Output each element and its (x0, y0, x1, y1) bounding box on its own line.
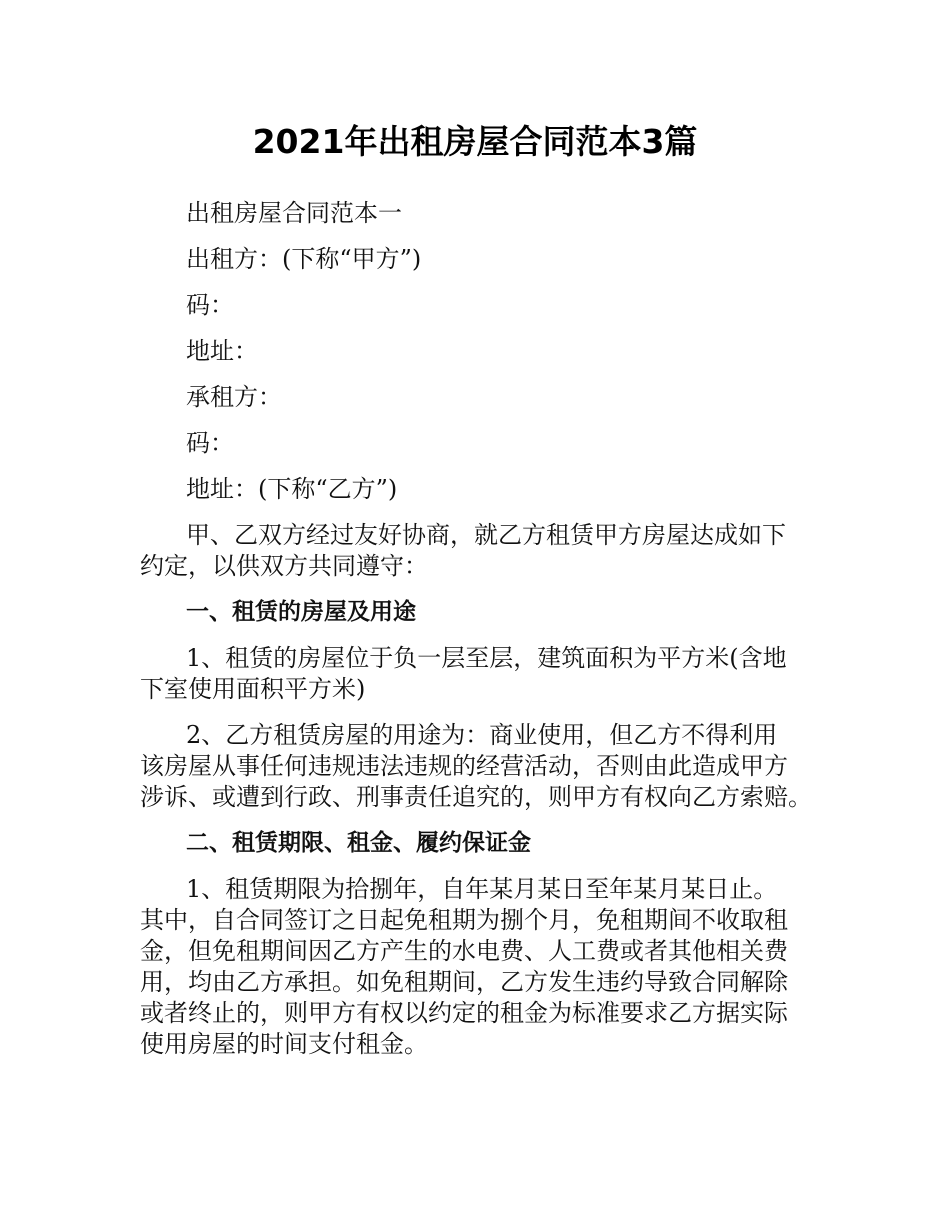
lessor-field: 出租方：(下称“甲方”) (186, 245, 422, 273)
paragraph-line: 其中，自合同签订之日起免租期为捌个月，免租期间不收取租 (140, 906, 788, 934)
lessor-code-field: 码： (186, 291, 234, 319)
document-title: 2021年出租房屋合同范本3篇 (252, 122, 698, 161)
clause-1-2 (140, 720, 830, 813)
paragraph-line: 金，但免租期间因乙方产生的水电费、人工费或者其他相关费 (140, 937, 788, 965)
paragraph-line: 下室使用面积平方米) (140, 675, 366, 703)
lessee-field: 承租方： (186, 383, 282, 411)
document-body (140, 198, 830, 1075)
paragraph-line: 1、租赁的房屋位于负一层至层，建筑面积为平方米(含地 (186, 644, 787, 672)
paragraph-line: 该房屋从事任何违规违法违规的经营活动，否则由此造成甲方 (140, 752, 788, 780)
section-heading-2: 二、租赁期限、租金、履约保证金 (186, 830, 531, 856)
lessee-address-field: 地址：(下称“乙方”) (186, 475, 398, 503)
contract-subtitle: 出租房屋合同范本一 (186, 199, 402, 227)
clause-2-1 (140, 874, 830, 1060)
paragraph-line: 或者终止的，则甲方有权以约定的租金为标准要求乙方据实际 (140, 999, 788, 1027)
paragraph-line: 用，均由乙方承担。如免租期间，乙方发生违约导致合同解除 (140, 968, 788, 996)
intro-paragraph (140, 520, 830, 582)
paragraph-line: 1、租赁期限为拾捌年，自年某月某日至年某月某日止。 (186, 875, 778, 903)
clause-1-1 (140, 643, 830, 705)
paragraph-line: 甲、乙双方经过友好协商，就乙方租赁甲方房屋达成如下 (186, 521, 786, 549)
lessor-address-field: 地址： (186, 337, 258, 365)
paragraph-line: 使用房屋的时间支付租金。 (140, 1030, 428, 1058)
section-heading-1: 一、租赁的房屋及用途 (186, 599, 416, 625)
paragraph-line: 约定，以供双方共同遵守： (140, 552, 428, 580)
paragraph-line: 2、乙方租赁房屋的用途为：商业使用，但乙方不得利用 (186, 721, 778, 749)
paragraph-line: 涉诉、或遭到行政、刑事责任追究的，则甲方有权向乙方索赔。 (140, 783, 812, 811)
lessee-code-field: 码： (186, 429, 234, 457)
